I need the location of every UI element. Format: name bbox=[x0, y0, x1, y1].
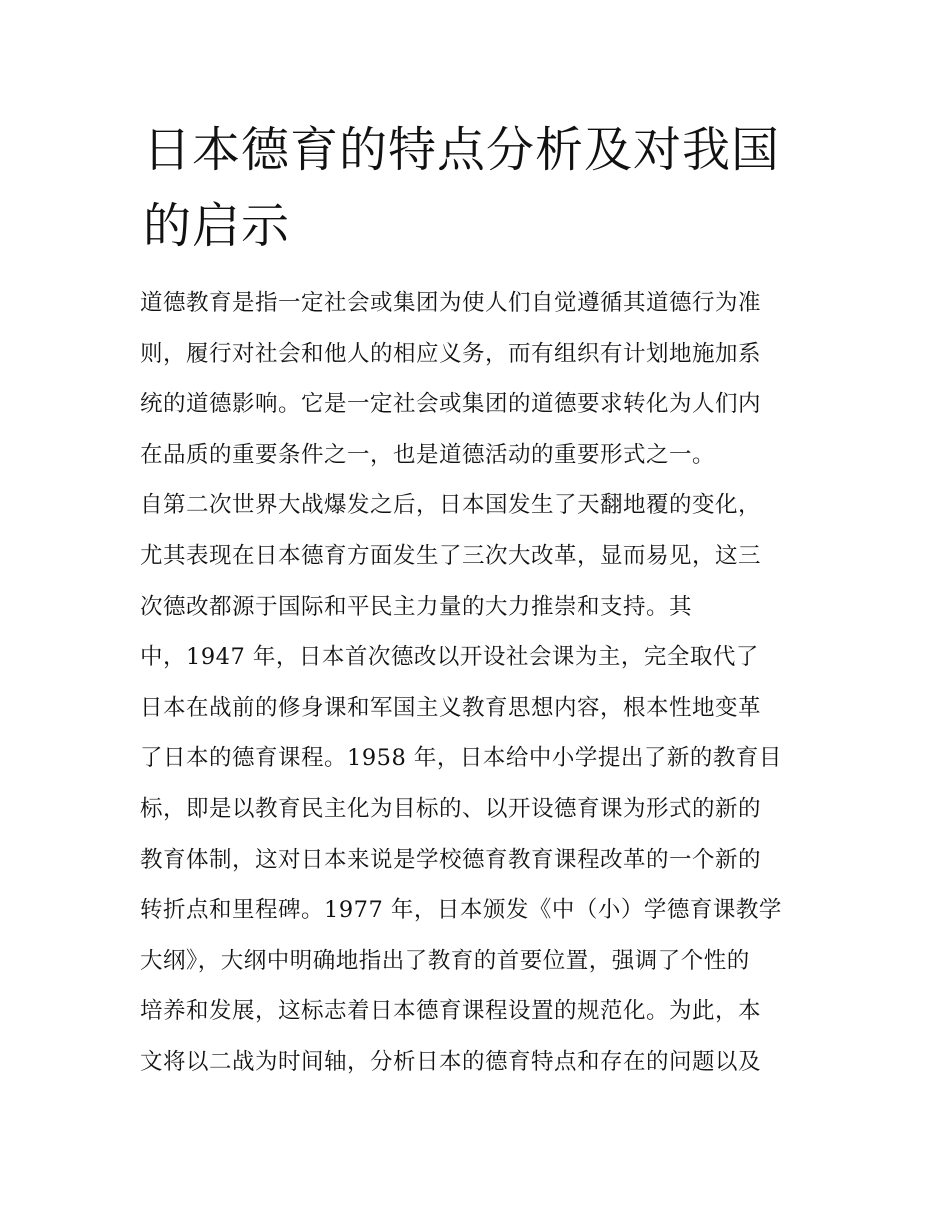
body-line: 尤其表现在日本德育方面发生了三次大改革，显而易见，这三 bbox=[140, 542, 762, 569]
body-line: 中，1947 年，日本首次德改以开设社会课为主，完全取代了 bbox=[140, 644, 759, 671]
body-line: 文将以二战为时间轴，分析日本的德育特点和存在的问题以及 bbox=[140, 1048, 762, 1075]
body-line: 大纲》，大纲中明确地指出了教育的首要位置，强调了个性的 bbox=[140, 947, 750, 974]
body-line: 日本在战前的修身课和军国主义教育思想内容，根本性地变革 bbox=[140, 694, 762, 721]
body-line: 培养和发展，这标志着日本德育课程设置的规范化。为此，本 bbox=[140, 998, 762, 1025]
body-line: 教育体制，这对日本来说是学校德育教育课程改革的一个新的 bbox=[140, 846, 762, 873]
body-line: 则，履行对社会和他人的相应义务，而有组织有计划地施加系 bbox=[140, 340, 762, 367]
body-line: 道德教育是指一定社会或集团为使人们自觉遵循其道德行为准 bbox=[140, 290, 762, 316]
body-text bbox=[140, 278, 820, 1088]
body-line: 自第二次世界大战爆发之后，日本国发生了天翻地覆的变化， bbox=[140, 492, 762, 519]
body-line: 统的道德影响。它是一定社会或集团的道德要求转化为人们内 bbox=[140, 391, 762, 418]
document-title bbox=[143, 112, 823, 264]
title-line: 的启示 bbox=[143, 198, 291, 254]
body-line: 次德改都源于国际和平民主力量的大力推崇和支持。其 bbox=[140, 593, 693, 620]
title-line: 日本德育的特点分析及对我国 bbox=[143, 122, 781, 178]
body-line: 标，即是以教育民主化为目标的、以开设德育课为形式的新的 bbox=[140, 795, 762, 822]
body-line: 在品质的重要条件之一，也是道德活动的重要形式之一。 bbox=[140, 441, 716, 468]
body-line: 转折点和里程碑。1977 年，日本颁发《中（小）学德育课教学 bbox=[140, 897, 782, 924]
body-line: 了日本的德育课程。1958 年，日本给中小学提出了新的教育目 bbox=[140, 745, 782, 772]
